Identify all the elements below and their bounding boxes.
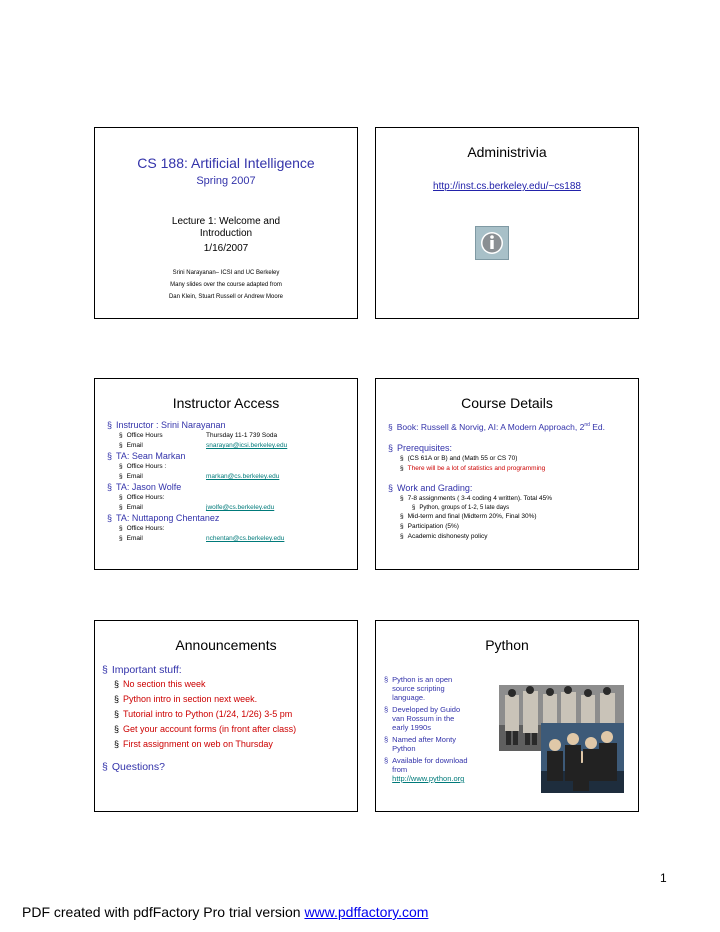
bullet-glyph: § (119, 494, 123, 501)
item-line: Python is an open (392, 675, 453, 684)
python-link[interactable]: http://www.python.org (392, 774, 465, 783)
detail-label: Office Hours: (126, 494, 165, 501)
work-item (388, 483, 634, 494)
item-text: Tutorial intro to Python (1/24, 1/26) 3-5 pm (123, 709, 293, 719)
bullet-glyph: § (388, 421, 393, 432)
detail-row (400, 454, 634, 464)
info-icon-graphic (476, 227, 508, 259)
detail-label: Office Hours: (126, 525, 165, 532)
bullet-glyph: § (384, 756, 389, 765)
list-item (114, 692, 353, 707)
course-url-link[interactable]: http://inst.cs.berkeley.edu/~cs188 (433, 181, 581, 192)
slide-course-details (375, 378, 639, 570)
book-item (388, 420, 634, 433)
detail-row (400, 532, 634, 542)
book-edition: Ed. (589, 421, 605, 432)
slide-instructor-access (94, 378, 358, 570)
bullet-glyph: § (388, 482, 394, 493)
staff-list (107, 420, 351, 544)
important-item (102, 663, 353, 677)
email-link[interactable]: nchentan@cs.berkeley.edu (206, 535, 285, 542)
bullet-glyph: § (102, 664, 108, 676)
detail-row (119, 493, 351, 503)
item-line: Python (392, 744, 416, 753)
details-list (388, 420, 634, 542)
item-line: Developed by Guido (392, 705, 461, 714)
detail-row (119, 441, 351, 451)
slide-heading: Announcements (175, 637, 277, 653)
detail-row (119, 524, 351, 534)
staff-name: TA: Sean Markan (116, 451, 186, 461)
item-line: language. (392, 693, 426, 702)
detail-row (400, 512, 634, 522)
bullet-glyph: § (400, 532, 404, 540)
detail-text: (CS 61A or B) and (Math 55 or CS 70) (407, 454, 518, 462)
credit-line-2: Many slides over the course adapted from (170, 282, 282, 288)
detail-row (119, 503, 351, 513)
bullet-glyph: § (400, 454, 404, 462)
detail-text: Academic dishonesty policy (407, 532, 488, 540)
detail-row (119, 534, 351, 544)
detail-row (400, 464, 634, 474)
list-item (384, 756, 494, 783)
monty-python-photo-2-graphic (541, 723, 624, 793)
item-line: Named after Monty (392, 735, 456, 744)
prereq-item (388, 443, 634, 454)
staff-name: TA: Jason Wolfe (116, 482, 182, 492)
book-text: Book: Russell & Norvig, AI: A Modern Approach, 2 (396, 421, 585, 432)
item-line: Available for download (392, 756, 468, 765)
item-text (392, 756, 467, 783)
bullet-glyph: § (114, 679, 120, 689)
list-item (107, 420, 351, 431)
list-item (384, 705, 494, 732)
bullet-glyph: § (114, 739, 120, 749)
list-item (384, 675, 494, 702)
detail-label: Email (126, 442, 143, 449)
detail-text: 7-8 assignments ( 3-4 coding 4 written). Total 45% (407, 494, 553, 502)
book-sup: nd (584, 422, 590, 428)
detail-value: Thursday 11-1 739 Soda (206, 432, 278, 439)
detail-text: Participation (5%) (407, 522, 459, 530)
item-line: van Rossum in the (392, 714, 455, 723)
detail-label: Office Hours : (126, 463, 167, 470)
detail-row (412, 504, 634, 512)
lecture-title (95, 216, 357, 255)
bullet-glyph: § (400, 494, 404, 502)
bullet-glyph: § (384, 705, 389, 714)
bullet-glyph: § (412, 504, 416, 511)
item-text (392, 705, 460, 732)
bullet-glyph: § (384, 675, 389, 684)
slide-announcements (94, 620, 358, 812)
detail-text: Python, groups of 1-2, 5 late days (419, 504, 510, 511)
item-line: early 1990s (392, 723, 431, 732)
lecture-date: 1/16/2007 (203, 243, 249, 254)
bullet-glyph: § (119, 473, 123, 480)
detail-row (400, 522, 634, 532)
item-text: Get your account forms (in front after class) (123, 724, 297, 734)
course-title: CS 188: Artificial Intelligence (137, 155, 315, 171)
list-item (114, 707, 353, 722)
bullet-glyph: § (119, 442, 123, 449)
bullet-glyph: § (119, 432, 123, 439)
page-number: 1 (660, 871, 667, 885)
lecture-line-2: Introduction (199, 228, 253, 239)
item-text: Python intro in section next week. (123, 694, 258, 704)
important-label: Important stuff: (111, 664, 182, 676)
detail-row (119, 472, 351, 482)
list-item (114, 737, 353, 752)
bullet-glyph: § (114, 709, 120, 719)
prereq-label: Prerequisites: (397, 442, 453, 453)
detail-row (119, 462, 351, 472)
item-text: No section this week (123, 679, 206, 689)
detail-text: Mid-term and final (Midterm 20%, Final 30%) (407, 512, 537, 520)
slide-python (375, 620, 639, 812)
email-link[interactable]: snarayan@icsi.berkeley.edu (206, 442, 288, 449)
staff-name: Instructor : Srini Narayanan (116, 420, 226, 430)
staff-name: TA: Nuttapong Chentanez (116, 513, 220, 523)
list-item (107, 451, 351, 462)
questions-item (102, 760, 353, 774)
item-line: source scripting (392, 684, 445, 693)
detail-text: There will be a lot of statistics and programming (407, 464, 546, 472)
bullet-glyph: § (119, 525, 123, 532)
detail-label: Email (126, 473, 143, 480)
list-item (114, 722, 353, 737)
bullet-glyph: § (400, 464, 404, 472)
detail-row (119, 431, 351, 441)
list-item (107, 482, 351, 493)
questions-label: Questions? (111, 761, 165, 773)
bullet-glyph: § (107, 451, 113, 461)
monty-python-photo-2 (541, 723, 624, 793)
course-term: Spring 2007 (196, 175, 256, 187)
slide-heading: Administrivia (467, 144, 547, 160)
email-link[interactable]: jwolfe@cs.berkeley.edu (206, 504, 275, 511)
slide-heading: Python (485, 637, 529, 653)
detail-label: Office Hours (126, 432, 163, 439)
credit-line-3: Dan Klein, Stuart Russell or Andrew Moore (168, 294, 284, 300)
bullet-glyph: § (119, 535, 123, 542)
detail-row (400, 494, 634, 504)
credits (95, 267, 357, 303)
credit-line-1: Srini Narayanan– ICSI and UC Berkeley (172, 270, 280, 276)
bullet-glyph: § (119, 504, 123, 511)
item-line: from (392, 765, 408, 774)
slide-heading: Instructor Access (172, 395, 280, 411)
footer-text: PDF created with pdfFactory Pro trial version (22, 904, 305, 920)
list-item (107, 513, 351, 524)
bullet-glyph: § (107, 420, 113, 430)
announcement-items (114, 677, 353, 752)
pdffactory-link[interactable]: www.pdffactory.com (304, 904, 429, 920)
item-text (392, 675, 452, 702)
slide-heading (376, 395, 638, 411)
bullet-glyph: § (384, 735, 389, 744)
announcement-list (102, 663, 353, 774)
work-label: Work and Grading: (397, 482, 473, 493)
bullet-glyph: § (114, 694, 120, 704)
list-item (114, 677, 353, 692)
python-facts (384, 675, 494, 783)
footer-banner (22, 904, 428, 920)
bullet-glyph: § (119, 463, 123, 470)
detail-label: Email (126, 535, 143, 542)
detail-label: Email (126, 504, 143, 511)
email-link[interactable]: markan@cs.berkeley.edu (206, 473, 280, 480)
list-item (384, 735, 494, 753)
bullet-glyph: § (102, 761, 108, 773)
bullet-glyph: § (114, 724, 120, 734)
lecture-line-1: Lecture 1: Welcome and (171, 216, 281, 227)
bullet-glyph: § (400, 512, 404, 520)
slide-title (94, 127, 358, 319)
slide-administrivia (375, 127, 639, 319)
info-icon (475, 226, 509, 260)
item-text (392, 735, 456, 753)
bullet-glyph: § (388, 442, 394, 453)
bullet-glyph: § (107, 513, 113, 523)
item-text: First assignment on web on Thursday (123, 739, 273, 749)
bullet-glyph: § (107, 482, 113, 492)
slide-heading-text: Course Details (461, 395, 553, 411)
bullet-glyph: § (400, 522, 404, 530)
